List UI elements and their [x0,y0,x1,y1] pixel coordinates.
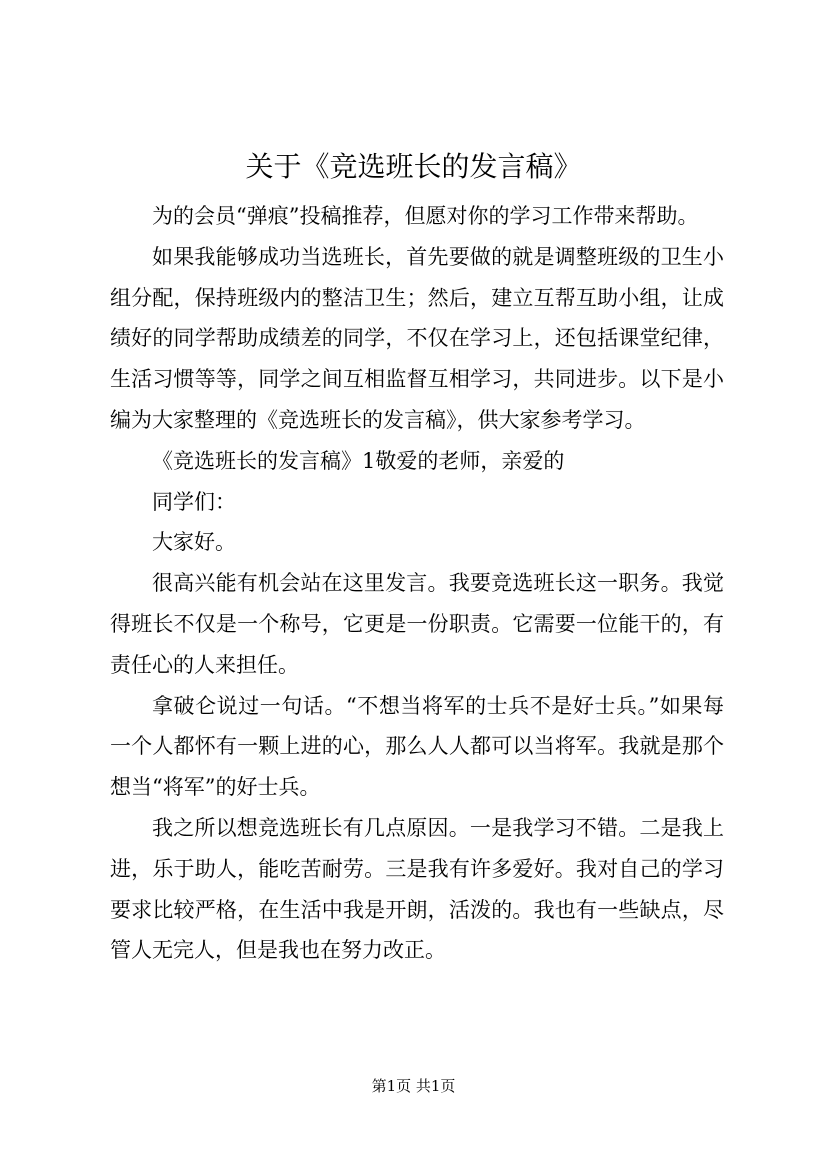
document-title: 关于《竞选班长的发言稿》 [245,150,582,183]
paragraph-7: 拿破仑说过一句话。“不想当将军的士兵不是好士兵。”如果每一个人都怀有一颗上进的心，那么人人都可以当将军。我就是那个想当“将军”的好士兵。 [110,693,724,800]
paragraph-6: 很高兴能有机会站在这里发言。我要竞选班长这一职务。我觉得班长不仅是一个称号，它更是一份职责。它需要一位能干的，有责任心的人来担任。 [110,571,724,677]
page-number-footer: 第1页 共1页 [371,1077,456,1095]
paragraph-3: 《竞选班长的发言稿》1敬爱的老师，亲爱的 [152,448,565,473]
paragraph-5: 大家好。 [152,530,236,555]
document-body [110,196,724,971]
paragraph-4: 同学们： [152,489,236,514]
paragraph-8: 我之所以想竞选班长有几点原因。一是我学习不错。二是我上进，乐于助人，能吃苦耐劳。三是我有许多爱好。我对自己的学习要求比较严格，在生活中我是开朗，活泼的。我也有一些缺点，尽管人无完人，但是我也在努力改正。 [110,815,724,963]
paragraph-1: 为的会员“弹痕”投稿推荐，但愿对你的学习工作带来帮助。 [152,204,699,228]
paragraph-2: 如果我能够成功当选班长，首先要做的就是调整班级的卫生小组分配，保持班级内的整洁卫生；然后，建立互帮互助小组，让成绩好的同学帮助成绩差的同学，不仅在学习上，还包括课堂纪律，生活习惯等等，同学之间互相监督互相学习，共同进步。以下是小编为大家整理的《竞选班长的发言稿》，供大家参考学习。 [110,244,724,432]
